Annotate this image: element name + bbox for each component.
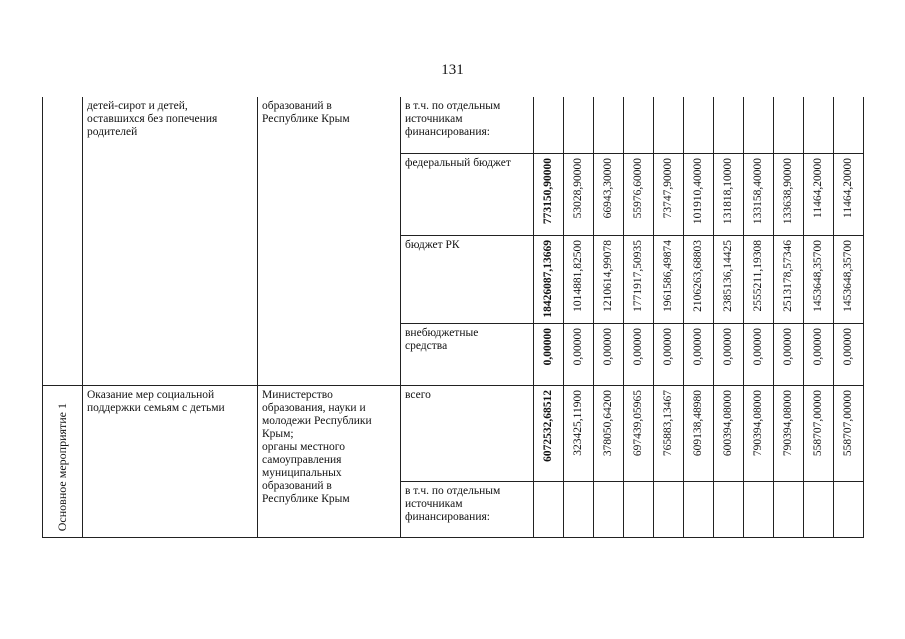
value-text: 0,00000 (572, 328, 584, 366)
value-cell (714, 482, 744, 538)
value-text: 66943,30000 (602, 157, 614, 218)
value-cell (594, 235, 624, 324)
value-text: 2106263,68803 (692, 239, 704, 312)
value-cell (564, 386, 594, 482)
value-text: 0,00000 (842, 328, 854, 366)
value-text: 790394,08000 (782, 390, 794, 457)
value-cell (834, 153, 864, 235)
table-row (43, 386, 864, 482)
value-text: 1453648,35700 (842, 239, 854, 312)
value-cell (594, 153, 624, 235)
value-cell (654, 324, 684, 386)
value-cell (624, 153, 654, 235)
value-cell (744, 386, 774, 482)
value-text: 53028,90000 (572, 157, 584, 218)
value-cell (564, 324, 594, 386)
value-cell (804, 482, 834, 538)
description-cell-text: Оказание мер социальной поддержки семьям с детьми (87, 389, 225, 415)
value-cell (564, 235, 594, 324)
value-text: 1771917,50935 (632, 239, 644, 312)
value-text: 765883,13467 (662, 390, 674, 457)
executor-cell (258, 97, 401, 386)
value-text: 1210614,99078 (602, 239, 614, 312)
value-cell (654, 386, 684, 482)
value-text: 0,00000 (752, 328, 764, 366)
value-cell (654, 235, 684, 324)
value-cell (834, 235, 864, 324)
value-text: 1014881,82500 (572, 239, 584, 312)
table-row (43, 97, 864, 153)
value-cell (594, 97, 624, 153)
value-cell (834, 97, 864, 153)
value-cell (714, 386, 744, 482)
value-text: 600394,08000 (722, 390, 734, 457)
value-cell (714, 235, 744, 324)
value-text: 133158,40000 (752, 157, 764, 224)
value-cell (624, 97, 654, 153)
value-text: 0,00000 (692, 328, 704, 366)
source-cell (401, 235, 534, 324)
value-text: 1961586,49874 (662, 239, 674, 312)
value-text: 323425,11900 (572, 390, 584, 456)
value-cell (594, 324, 624, 386)
executor-cell-text: образований в Республике Крым (262, 100, 350, 125)
value-cell (654, 97, 684, 153)
source-cell-text: всего (405, 389, 431, 402)
description-cell (83, 386, 258, 538)
page-number: 131 (441, 62, 464, 78)
side-cell-empty (43, 97, 83, 386)
table-body (43, 97, 864, 538)
value-cell (714, 324, 744, 386)
value-text: 101910,40000 (692, 157, 704, 224)
value-cell (804, 153, 834, 235)
value-cell (594, 482, 624, 538)
executor-cell-text: Министерство образования, науки и молодежи Республики Крым; органы местного самоуправления муниципальных образований в Республике Крым (262, 389, 372, 506)
value-text: 6072532,68512 (542, 390, 554, 462)
source-cell-text: внебюджетные средства (405, 327, 479, 353)
source-cell-text: в т.ч. по отдельным источникам финансирования: (405, 485, 501, 524)
value-cell (774, 386, 804, 482)
value-cell (714, 97, 744, 153)
value-text: 609138,48980 (692, 390, 704, 457)
value-text: 0,00000 (812, 328, 824, 366)
value-text: 2555211,19308 (752, 239, 764, 311)
value-cell (654, 153, 684, 235)
value-text: 73747,90000 (662, 157, 674, 218)
value-text: 0,00000 (722, 328, 734, 366)
value-cell (834, 482, 864, 538)
value-cell (774, 324, 804, 386)
value-cell (774, 153, 804, 235)
value-cell (744, 153, 774, 235)
value-cell (834, 386, 864, 482)
value-text: 697439,05965 (632, 390, 644, 457)
value-cell (534, 324, 564, 386)
value-text: 0,00000 (542, 328, 554, 366)
side-label: Основное мероприятие 1 (55, 402, 69, 531)
source-cell (401, 482, 534, 538)
source-cell-text: федеральный бюджет (405, 156, 511, 169)
side-label-cell (43, 386, 83, 538)
value-cell (804, 386, 834, 482)
value-text: 55976,60000 (632, 157, 644, 218)
value-cell (684, 97, 714, 153)
value-cell (774, 482, 804, 538)
budget-table (42, 97, 864, 538)
value-cell (624, 386, 654, 482)
value-cell (534, 386, 564, 482)
value-cell (684, 482, 714, 538)
value-cell (654, 482, 684, 538)
value-cell (564, 97, 594, 153)
value-cell (624, 482, 654, 538)
value-cell (684, 235, 714, 324)
value-cell (774, 97, 804, 153)
value-cell (714, 153, 744, 235)
value-cell (564, 153, 594, 235)
value-cell (804, 324, 834, 386)
value-cell (684, 386, 714, 482)
value-cell (774, 235, 804, 324)
value-text: 11464,20000 (842, 157, 854, 218)
source-cell-text: в т.ч. по отдельным источникам финансирования: (405, 100, 501, 138)
description-cell (83, 97, 258, 386)
value-text: 1453648,35700 (812, 239, 824, 312)
value-text: 0,00000 (602, 328, 614, 366)
value-text: 11464,20000 (812, 157, 824, 218)
value-text: 0,00000 (662, 328, 674, 366)
value-text: 558707,00000 (842, 390, 854, 457)
value-cell (744, 482, 774, 538)
value-cell (804, 97, 834, 153)
value-text: 2385136,14425 (722, 239, 734, 312)
value-cell (684, 324, 714, 386)
value-cell (594, 386, 624, 482)
value-cell (744, 97, 774, 153)
source-cell-text: бюджет РК (405, 238, 460, 251)
value-text: 133638,90000 (782, 157, 794, 224)
value-cell (534, 153, 564, 235)
value-cell (624, 235, 654, 324)
value-text: 0,00000 (782, 328, 794, 366)
value-text: 790394,08000 (752, 390, 764, 457)
value-cell (624, 324, 654, 386)
value-cell (804, 235, 834, 324)
value-cell (744, 235, 774, 324)
source-cell (401, 386, 534, 482)
source-cell (401, 153, 534, 235)
executor-cell (258, 386, 401, 538)
value-cell (534, 482, 564, 538)
value-cell (534, 97, 564, 153)
value-cell (564, 482, 594, 538)
source-cell (401, 324, 534, 386)
description-cell-text: детей-сирот и детей, оставшихся без попечения родителей (87, 100, 218, 138)
value-text: 2513178,57346 (782, 239, 794, 312)
value-text: 558707,00000 (812, 390, 824, 457)
value-cell (534, 235, 564, 324)
value-text: 18426087,13669 (542, 239, 554, 318)
value-text: 131818,10000 (722, 157, 734, 224)
value-cell (684, 153, 714, 235)
value-text: 378050,64200 (602, 390, 614, 457)
value-text: 0,00000 (632, 328, 644, 366)
value-cell (834, 324, 864, 386)
value-cell (744, 324, 774, 386)
value-text: 773150,90000 (542, 157, 554, 224)
source-cell (401, 97, 534, 153)
